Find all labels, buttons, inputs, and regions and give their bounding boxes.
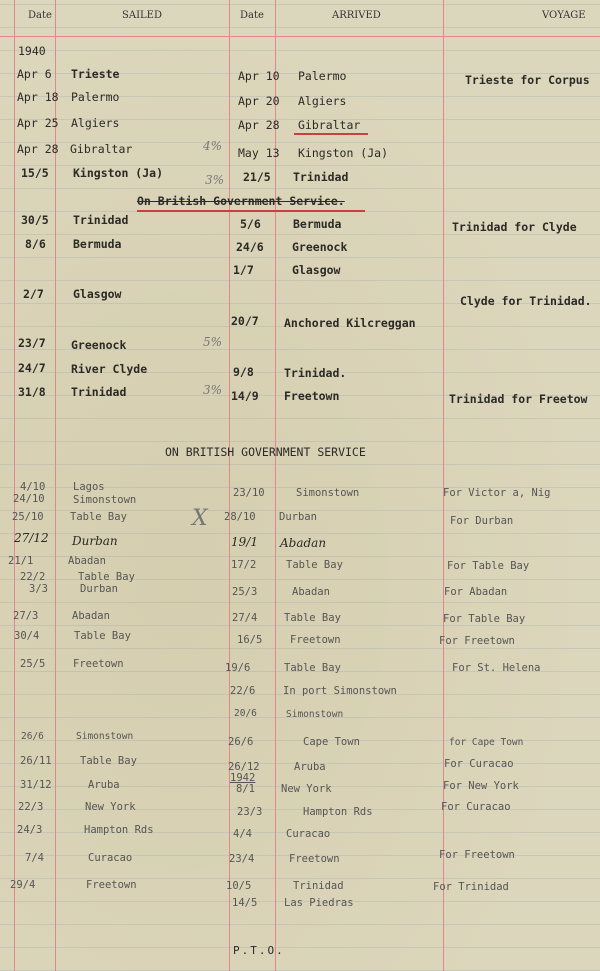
arrived-port: Trinidad. — [284, 366, 347, 380]
arrived-port: Cape Town — [303, 736, 360, 748]
sailed-port: Aruba — [88, 779, 120, 791]
sailed-port: Palermo — [71, 90, 120, 104]
pencil-mark: 4% — [203, 139, 223, 153]
sailed-port: Bermuda — [73, 237, 122, 251]
arrived-date: 22/6 — [230, 685, 256, 697]
arrived-date: Apr 20 — [238, 94, 280, 108]
arrived-date: 25/3 — [232, 586, 258, 598]
sailed-date: 31/8 — [18, 385, 46, 399]
sailed-port: Trinidad — [71, 385, 127, 399]
arrived-port: Greenock — [292, 240, 348, 254]
sailed-port: Simonstown — [76, 731, 134, 742]
arrived-port: Table Bay — [284, 662, 341, 674]
sailed-port: Trieste — [71, 67, 120, 81]
voyage: For New York — [443, 780, 519, 792]
arrived-date: May 13 — [238, 146, 280, 160]
arrived-port: Palermo — [298, 69, 347, 83]
sailed-port: Trinidad — [73, 213, 129, 227]
sailed-date: 27/12 — [14, 531, 49, 545]
sailed-port: Hampton Rds — [84, 824, 154, 836]
arrived-port: Freetown — [289, 853, 340, 865]
sailed-date: 24/7 — [18, 361, 46, 375]
pencil-mark: 5% — [203, 335, 223, 349]
sailed-date: 31/12 — [20, 779, 52, 791]
voyage: For Durban — [450, 515, 514, 527]
arrived-port: Trinidad — [293, 170, 349, 184]
sailed-port: River Clyde — [71, 362, 148, 376]
arrived-port: Bermuda — [293, 217, 342, 231]
sailed-port: Kingston (Ja) — [73, 166, 164, 180]
sailed-date: 26/11 — [20, 755, 52, 767]
year-label: 1942 — [230, 772, 256, 784]
sailed-date: 4/10 — [20, 481, 46, 493]
page-footer: P.T.O. — [233, 944, 285, 957]
header-arrived: ARRIVED — [332, 10, 381, 21]
arrived-date: 20/7 — [231, 314, 259, 328]
sailed-date: 22/3 — [18, 801, 44, 813]
arrived-port: Glasgow — [292, 263, 341, 277]
arrived-port: Abadan — [280, 536, 327, 550]
arrived-date: 26/12 — [228, 761, 260, 773]
voyage: For Table Bay — [443, 613, 526, 625]
sailed-date: 30/5 — [21, 213, 49, 227]
arrived-port: Table Bay — [284, 612, 341, 624]
sailed-date: 7/4 — [25, 852, 44, 864]
arrived-port: In port Simonstown — [283, 685, 397, 697]
voyage: Trinidad for Freetow — [449, 392, 588, 406]
rule-line — [443, 0, 444, 971]
voyage: For Freetown — [439, 849, 515, 861]
rule-line — [14, 0, 15, 971]
arrived-port: Trinidad — [293, 880, 344, 892]
arrived-port: Freetown — [290, 634, 341, 646]
header-sailed: SAILED — [122, 10, 162, 21]
sailed-date: 27/3 — [13, 610, 39, 622]
sailed-date: 2/7 — [23, 287, 44, 301]
sailed-date: Apr 18 — [17, 90, 59, 104]
voyage: For Curacao — [444, 758, 514, 770]
arrived-date: 8/1 — [236, 783, 255, 795]
sailed-port: New York — [85, 801, 136, 813]
sailed-port: Durban — [72, 534, 118, 548]
sailed-port: Durban — [80, 583, 118, 595]
voyage: For Table Bay — [447, 560, 530, 572]
arrived-date: 21/5 — [243, 170, 271, 184]
voyage: For Abadan — [444, 586, 508, 598]
sailed-port: Freetown — [73, 658, 124, 670]
sailed-date: 25/10 — [12, 511, 44, 523]
header-voyage: VOYAGE — [542, 10, 586, 21]
arrived-port: Hampton Rds — [303, 806, 373, 818]
header-date-sailed: Date — [28, 10, 52, 21]
sailed-port: Lagos — [73, 481, 105, 493]
arrived-date: 14/5 — [232, 897, 258, 909]
arrived-port: Abadan — [292, 586, 330, 598]
sailed-port: Table Bay — [80, 755, 137, 767]
arrived-port: Aruba — [294, 761, 326, 773]
year-label: 1940 — [18, 44, 46, 58]
sailed-port: Table Bay — [78, 571, 135, 583]
arrived-date: 27/4 — [232, 612, 258, 624]
arrived-port: Kingston (Ja) — [298, 146, 389, 160]
sailed-date: 15/5 — [21, 166, 49, 180]
sailed-date: 22/2 — [20, 571, 46, 583]
sailed-port: Algiers — [71, 116, 120, 130]
arrived-port: Simonstown — [286, 709, 344, 720]
arrived-date: 23/4 — [229, 853, 255, 865]
arrived-port: Algiers — [298, 94, 347, 108]
arrived-date: 4/4 — [233, 828, 252, 840]
voyage: For Curacao — [441, 801, 511, 813]
sailed-port: Greenock — [71, 338, 127, 352]
voyage: Clyde for Trinidad. — [460, 294, 592, 308]
sailed-date: Apr 6 — [17, 67, 52, 81]
sailed-date: 3/3 — [29, 583, 48, 595]
arrived-port: Durban — [279, 511, 317, 523]
voyage: for Cape Town — [449, 737, 524, 748]
arrived-date: Apr 28 — [238, 118, 280, 132]
arrived-date: 19/6 — [225, 662, 251, 674]
sailed-port: Curacao — [88, 852, 133, 864]
sailed-port: Table Bay — [70, 511, 127, 523]
struck-note: On British Government Service. — [137, 194, 345, 208]
arrived-date: 19/1 — [231, 535, 258, 549]
section-heading: ON BRITISH GOVERNMENT SERVICE — [165, 445, 366, 459]
voyage: For Victor a, Nig — [443, 487, 551, 499]
sailed-date: 26/6 — [21, 731, 44, 742]
red-underline — [137, 210, 365, 212]
pencil-mark: 3% — [203, 383, 223, 397]
arrived-port: Curacao — [286, 828, 331, 840]
rule-line — [229, 0, 230, 971]
arrived-port: Las Piedras — [284, 897, 354, 909]
header-rule — [0, 36, 600, 37]
sailed-date: 21/1 — [8, 555, 34, 567]
sailed-date: 29/4 — [10, 879, 36, 891]
sailed-port: Glasgow — [73, 287, 122, 301]
arrived-date: Apr 10 — [238, 69, 280, 83]
arrived-port: Table Bay — [286, 559, 343, 571]
sailed-date: 8/6 — [25, 237, 46, 251]
sailed-date: Apr 28 — [17, 142, 59, 156]
voyage: Trinidad for Clyde — [452, 220, 577, 234]
arrived-date: 10/5 — [226, 880, 252, 892]
sailed-port: Abadan — [68, 555, 106, 567]
voyage: For St. Helena — [452, 662, 541, 674]
arrived-port: Freetown — [284, 389, 340, 403]
sailed-port: Freetown — [86, 879, 137, 891]
arrived-date: 16/5 — [237, 634, 263, 646]
sailed-date: 23/7 — [18, 336, 46, 350]
header-date-arrived: Date — [240, 10, 264, 21]
voyage: For Freetown — [439, 635, 515, 647]
arrived-port: Gibraltar — [298, 118, 361, 132]
arrived-date: 1/7 — [233, 263, 254, 277]
arrived-date: 9/8 — [233, 365, 254, 379]
sailed-port: Abadan — [72, 610, 110, 622]
arrived-date: 23/10 — [233, 487, 265, 499]
arrived-port: New York — [281, 783, 332, 795]
sailed-date: 25/5 — [20, 658, 46, 670]
arrived-date: 28/10 — [224, 511, 256, 523]
arrived-date: 14/9 — [231, 389, 259, 403]
arrived-date: 5/6 — [240, 217, 261, 231]
sailed-date: Apr 25 — [17, 116, 59, 130]
arrived-date: 20/6 — [234, 708, 257, 719]
arrived-date: 17/2 — [231, 559, 257, 571]
sailed-port: Gibraltar — [70, 142, 133, 156]
pencil-mark: X — [192, 506, 208, 531]
arrived-date: 26/6 — [228, 736, 254, 748]
arrived-date: 24/6 — [236, 240, 264, 254]
voyage: For Trinidad — [433, 881, 509, 893]
voyage: Trieste for Corpus — [465, 73, 590, 87]
sailed-port: Simonstown — [73, 494, 137, 506]
pencil-mark: 3% — [205, 173, 225, 187]
sailed-date: 30/4 — [14, 630, 40, 642]
arrived-port: Simonstown — [296, 487, 360, 499]
sailed-date: 24/3 — [17, 824, 43, 836]
sailed-port: Table Bay — [74, 630, 131, 642]
arrived-date: 23/3 — [237, 806, 263, 818]
arrived-port: Anchored Kilcreggan — [284, 316, 416, 330]
red-underline — [294, 133, 368, 135]
sailed-date: 24/10 — [13, 493, 45, 505]
